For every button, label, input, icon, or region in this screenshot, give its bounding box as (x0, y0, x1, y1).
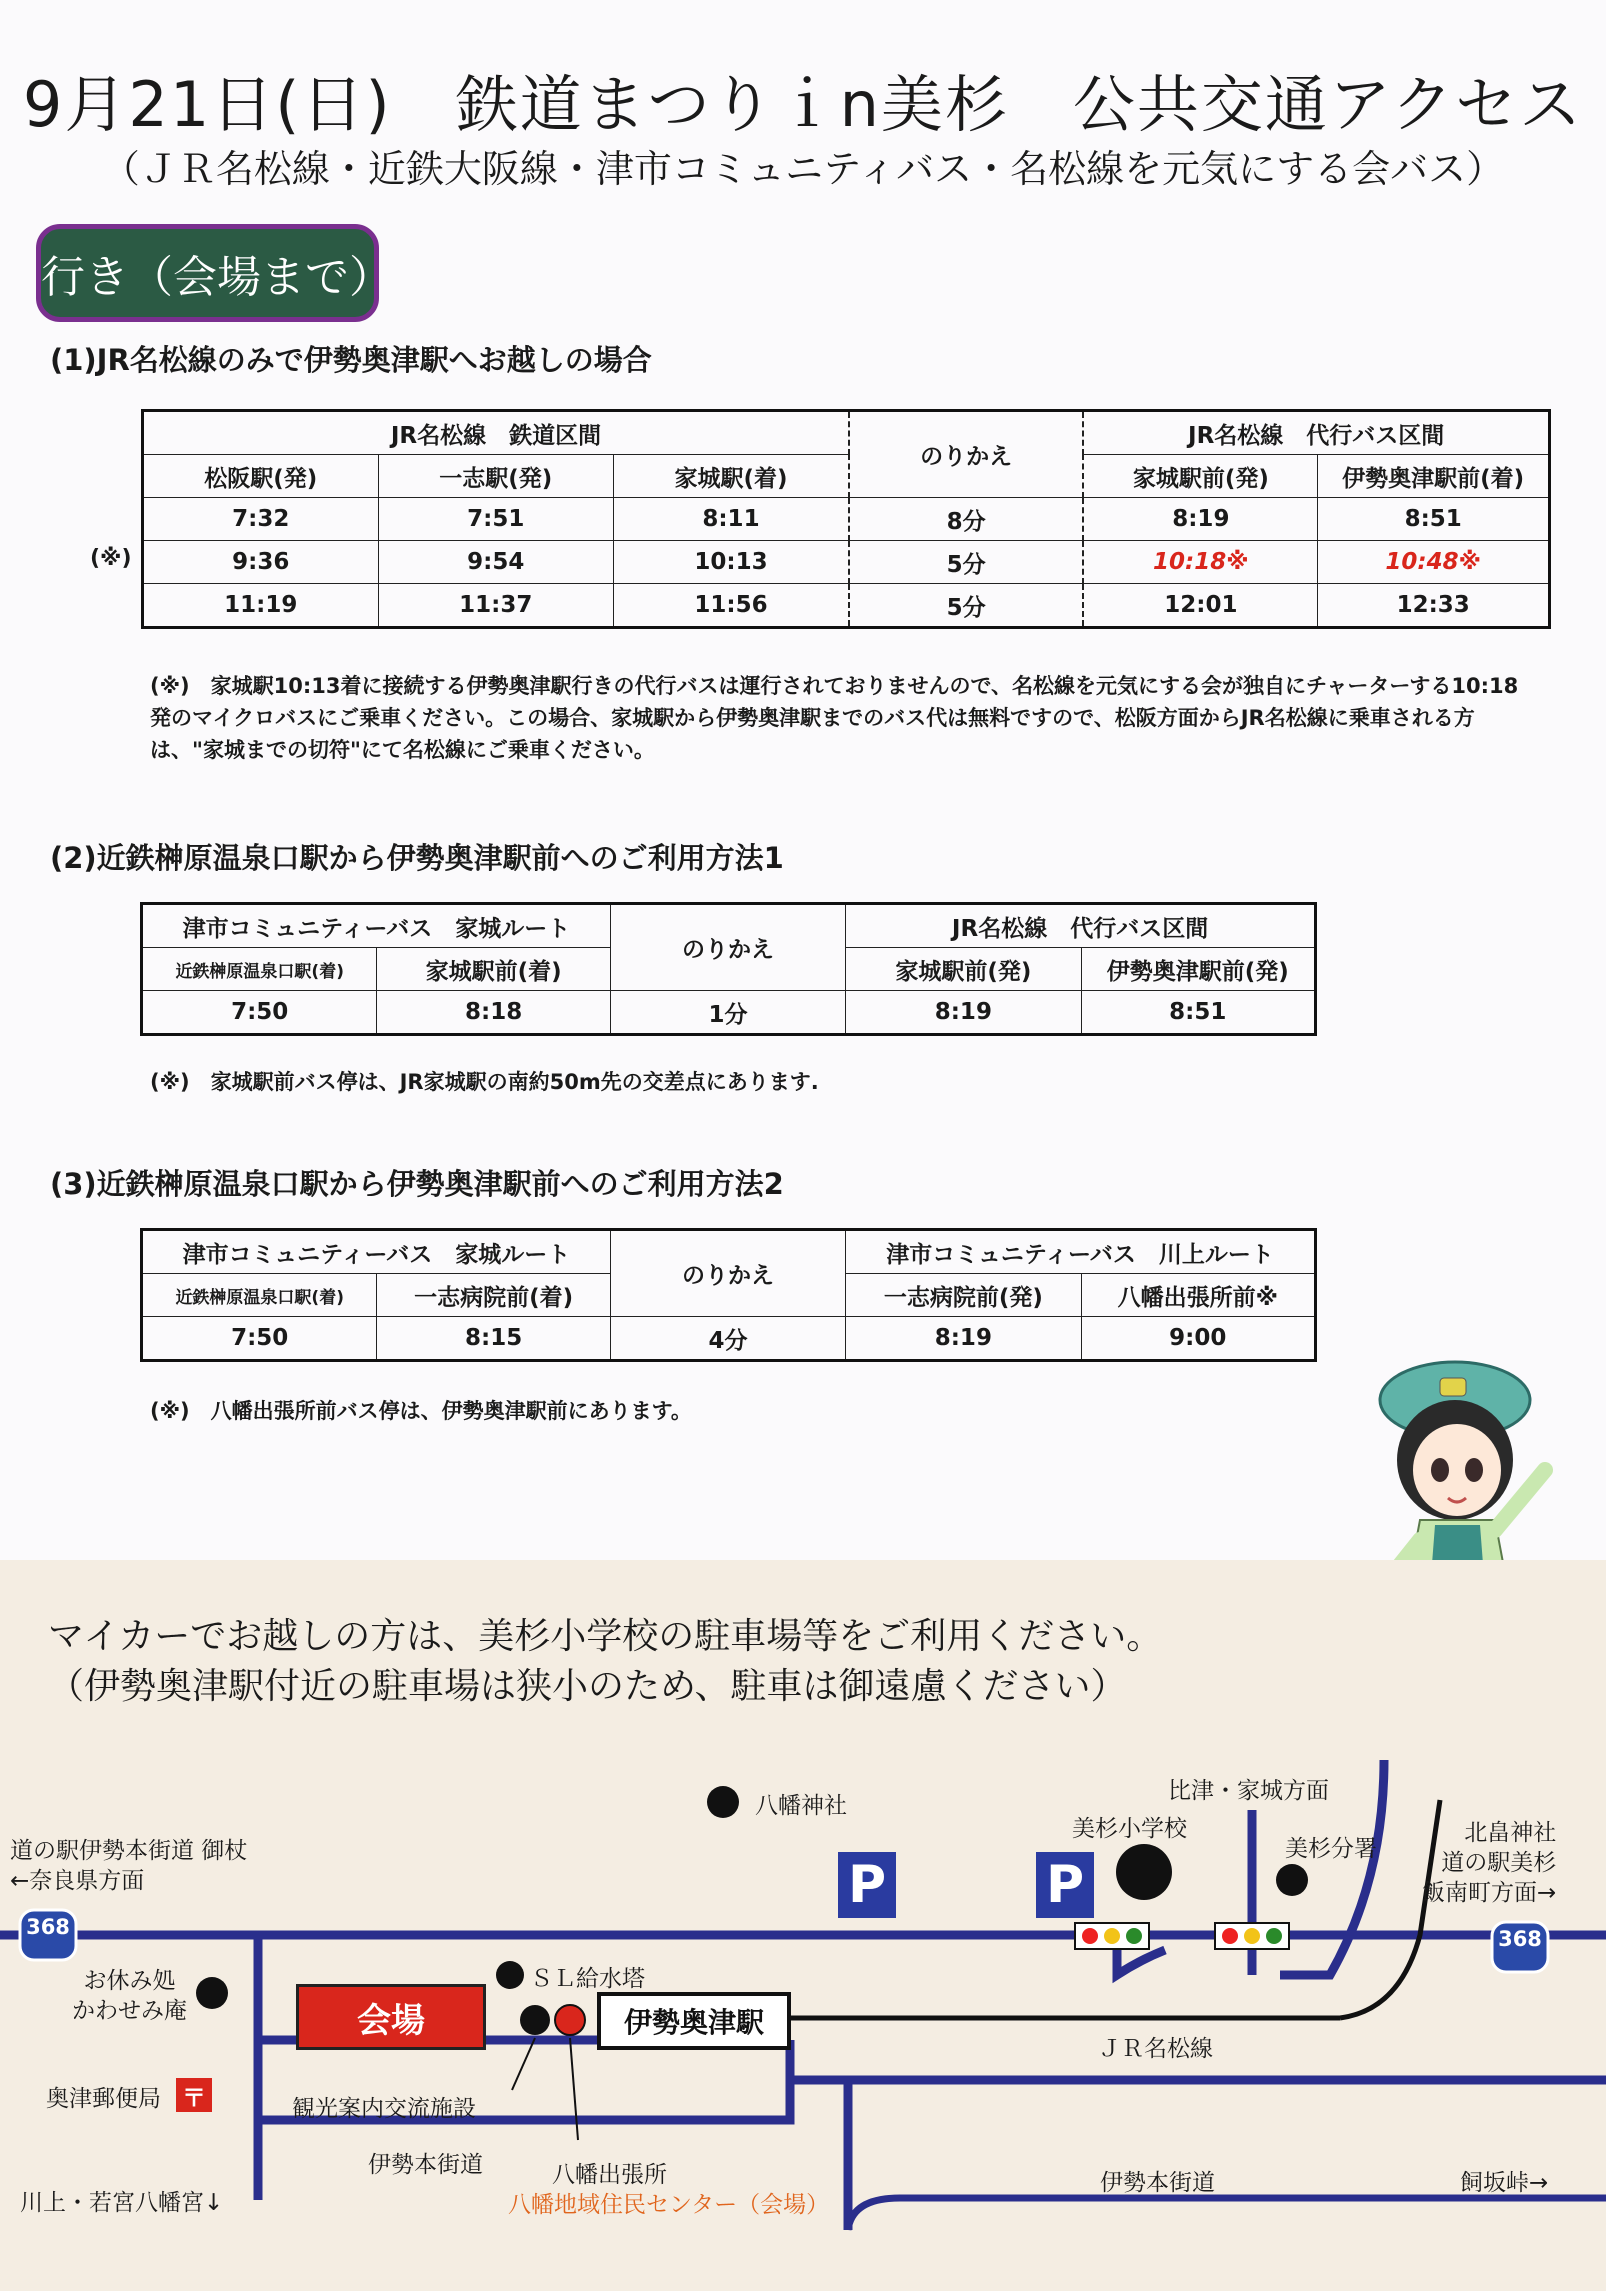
cell: 8:18 (377, 991, 610, 1035)
label-ise-honkaido-1: 伊勢本街道 (368, 2152, 483, 2178)
label-kaisaka: 飼坂峠→ (1460, 2170, 1549, 2196)
transfer-header: のりかえ (849, 411, 1083, 498)
car-note-line1: マイカーでお越しの方は、美杉小学校の駐車場等をご利用ください。 (48, 1616, 1163, 1657)
cell: 8:19 (846, 991, 1081, 1035)
table-row (142, 991, 1316, 1035)
label-kitabatake: 北畠神社 道の駅美杉 飯南町方面→ (1422, 1820, 1557, 1906)
label-sl-tower: ＳＬ給水塔 (530, 1966, 645, 1992)
group-header-left: 津市コミュニティーバス 家城ルート (142, 904, 611, 948)
group-header-left: JR名松線 鉄道区間 (143, 411, 849, 455)
cell: 8:19 (1083, 498, 1318, 541)
column-header: 家城駅(着) (613, 455, 848, 498)
cell: 8:51 (1318, 498, 1550, 541)
label-direction-hitsu: 比津・家城方面 (1168, 1778, 1329, 1804)
table-row (142, 1317, 1316, 1361)
group-header-right: JR名松線 代行バス区間 (846, 904, 1316, 948)
table-row (143, 498, 1550, 541)
parking-icon: P (838, 1852, 896, 1918)
column-header: 家城駅前(発) (846, 948, 1081, 991)
transfer-header: のりかえ (610, 904, 845, 991)
column-header: 伊勢奥津駅前(発) (1081, 948, 1315, 991)
row-mark: (※) (90, 546, 132, 571)
column-header: 近鉄榊原温泉口駅(着) (142, 948, 377, 991)
timetable-2 (140, 902, 1317, 1036)
section2-heading: (2)近鉄榊原温泉口駅から伊勢奥津駅前へのご利用方法1 (50, 841, 784, 875)
timetable-3 (140, 1228, 1317, 1362)
cell: 10:13 (613, 541, 848, 584)
label-community-center: 八幡地域住民センター（会場） (508, 2192, 830, 2218)
group-header-left: 津市コミュニティーバス 家城ルート (142, 1230, 611, 1274)
cell-transfer: 1分 (610, 991, 845, 1035)
traffic-light-icon (1215, 1923, 1289, 1949)
column-header: 家城駅前(着) (377, 948, 610, 991)
label-misugi-school: 美杉小学校 (1072, 1816, 1187, 1842)
label-misugi-police: 美杉分署 (1285, 1836, 1377, 1862)
section1-note: (※) 家城駅10:13着に接続する伊勢奥津駅行きの代行バスは運行されておりませんので、名松線を元気にする会が独自にチャーターする10:18発のマイクロバスにご乗車ください。この場合、家城駅から伊勢奥津駅までのバス代は無料ですので、松阪方面からJR名松線に乗車される方は、"家城までの切符"にて名松線にご乗車ください。 (150, 674, 1519, 762)
group-header-right: JR名松線 代行バス区間 (1083, 411, 1549, 455)
cell: 9:00 (1081, 1317, 1315, 1361)
group-header-right: 津市コミュニティーバス 川上ルート (846, 1230, 1316, 1274)
column-header: 一志駅(発) (378, 455, 613, 498)
traffic-light-icon (1075, 1923, 1149, 1949)
section3-note: (※) 八幡出張所前バス停は、伊勢奥津駅前にあります。 (150, 1399, 692, 1423)
sl-tower-marker-icon (496, 1961, 524, 1989)
cell: 7:32 (143, 498, 379, 541)
label-kawakami: 川上・若宮八幡宮↓ (20, 2190, 224, 2216)
shrine-marker-icon (707, 1786, 739, 1818)
section3-heading: (3)近鉄榊原温泉口駅から伊勢奥津駅前へのご利用方法2 (50, 1167, 784, 1201)
column-header: 八幡出張所前※ (1081, 1274, 1315, 1317)
label-hachiman-shrine: 八幡神社 (755, 1793, 847, 1819)
label-rest: お休み処 かわせみ庵 (72, 1968, 187, 2024)
table-row (143, 584, 1550, 628)
page-subtitle: （ＪＲ名松線・近鉄大阪線・津市コミュニティバス・名松線を元気にする会バス） (101, 147, 1505, 191)
cell: 8:19 (846, 1317, 1081, 1361)
cell: 11:37 (378, 584, 613, 628)
cell: 7:51 (378, 498, 613, 541)
label-ise-honkaido-2: 伊勢本街道 (1100, 2170, 1215, 2196)
column-header: 近鉄榊原温泉口駅(着) (142, 1274, 377, 1317)
cell: 8:11 (613, 498, 848, 541)
route-number-right: 368 (1498, 1927, 1542, 1951)
cell: 8:51 (1081, 991, 1315, 1035)
column-header: 伊勢奥津駅前(着) (1318, 455, 1550, 498)
cell: 11:19 (143, 584, 379, 628)
cell: 7:50 (142, 1317, 377, 1361)
column-header: 家城駅前(発) (1083, 455, 1318, 498)
timetable-1 (141, 409, 1551, 629)
page-title: 9月21日(日) 鉄道まつりｉn美杉 公共交通アクセス (22, 68, 1584, 141)
section2-note: (※) 家城駅前バス停は、JR家城駅の南約50m先の交差点にあります. (150, 1070, 819, 1094)
cell-transfer: 5分 (849, 584, 1083, 628)
cell: 8:15 (377, 1317, 610, 1361)
cell: 12:01 (1083, 584, 1318, 628)
transfer-header: のりかえ (610, 1230, 845, 1317)
cell-transfer: 5分 (849, 541, 1083, 584)
label-hachiman-office: 八幡出張所 (552, 2162, 667, 2188)
route-number-left: 368 (26, 1915, 70, 1939)
section1-heading: (1)JR名松線のみで伊勢奥津駅へお越しの場合 (50, 343, 652, 377)
rest-marker-icon (196, 1977, 228, 2009)
label-post-office: 奥津郵便局 (46, 2086, 161, 2112)
column-header: 松阪駅(発) (143, 455, 379, 498)
cell: 9:54 (378, 541, 613, 584)
cell: 11:56 (613, 584, 848, 628)
cell: 7:50 (142, 991, 377, 1035)
label-tourist-facility: 観光案内交流施設 (292, 2096, 476, 2122)
cell-transfer: 4分 (610, 1317, 845, 1361)
cell-highlight: 10:48※ (1318, 541, 1550, 584)
cell-transfer: 8分 (849, 498, 1083, 541)
station-label: 伊勢奥津駅 (597, 1992, 791, 2050)
police-marker-icon (1276, 1864, 1308, 1896)
office-marker-icon (555, 2005, 585, 2035)
parking-icon: P (1036, 1852, 1094, 1918)
direction-badge: 行き（会場まで） (36, 224, 379, 322)
car-note-line2: （伊勢奥津駅付近の駐車場は狭小のため、駐車は御遠慮ください） (48, 1666, 1127, 1707)
tourist-marker-icon (520, 2005, 550, 2035)
column-header: 一志病院前(発) (846, 1274, 1081, 1317)
cell: 9:36 (143, 541, 379, 584)
post-mark: 〒 (182, 2084, 206, 2112)
label-jr-line: ＪＲ名松線 (1098, 2036, 1213, 2062)
school-marker-icon (1116, 1844, 1172, 1900)
label-michinoeki-left: 道の駅伊勢本街道 御杖 ←奈良県方面 (10, 1838, 248, 1894)
table-row (143, 541, 1550, 584)
cell: 12:33 (1318, 584, 1550, 628)
cell-highlight: 10:18※ (1083, 541, 1318, 584)
venue-label: 会場 (296, 1984, 486, 2050)
column-header: 一志病院前(着) (377, 1274, 610, 1317)
